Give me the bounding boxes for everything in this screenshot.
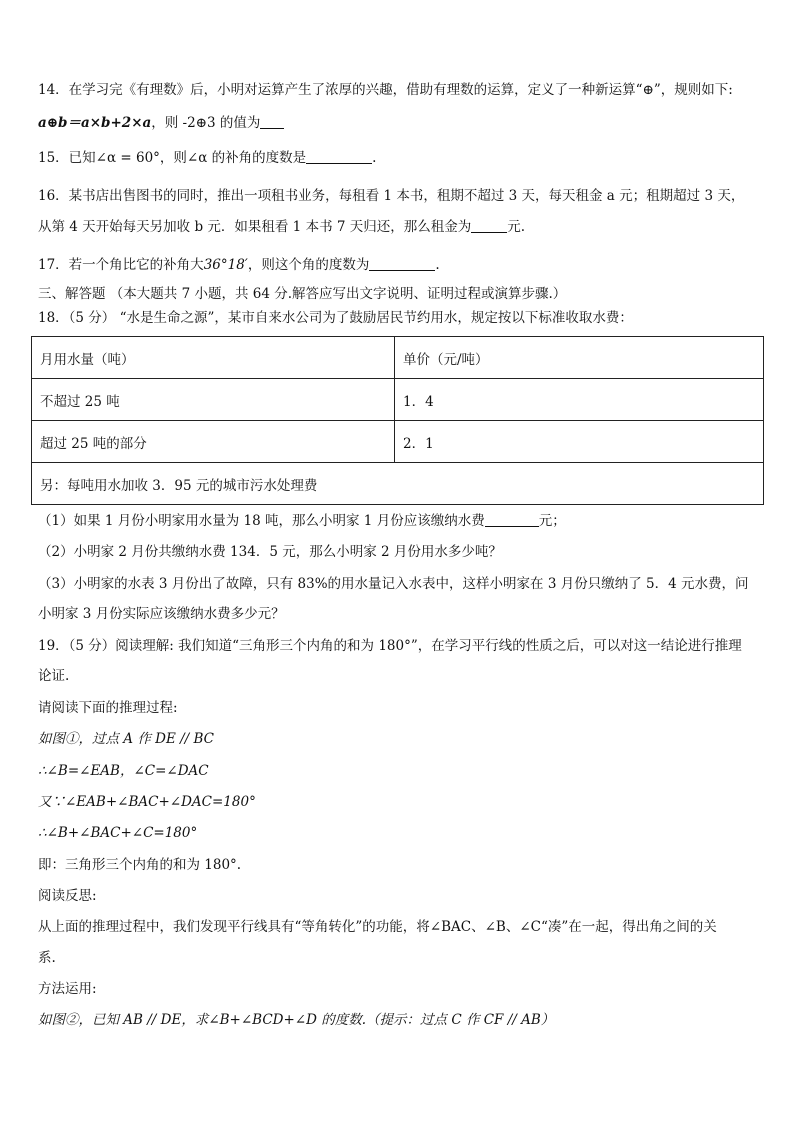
table-cell: 超过 25 吨的部分 (32, 421, 395, 463)
table-row (32, 421, 764, 463)
q19-step3: ∴∠B+∠BAC+∠C=180° (38, 825, 198, 841)
q18-part3-line2: 小明家 3 月份实际应该缴纳水费多少元？ (38, 606, 285, 622)
q19-reflect-line2: 系. (38, 950, 56, 966)
q19-line2: 论证. (38, 668, 70, 684)
table-row (32, 379, 764, 421)
q15-answer-blank[interactable] (306, 149, 372, 164)
q15-period: . (372, 150, 377, 166)
q14-answer-blank[interactable] (260, 114, 284, 129)
table-header-row (32, 337, 764, 379)
q14-line2 (38, 113, 764, 133)
q19-line1: 19．（5 分）阅读理解: 我们知道“三角形三个内角的和为 180°”，在学习平行线的性质之后，可以对这一结论进行推理 (38, 638, 742, 654)
q18-intro: 18．（5 分） “水是生命之源”，某市自来水公司为了鼓励居民节约用水，规定按以下标准收取水费： (38, 310, 633, 326)
q16-line2 (38, 217, 764, 237)
q19-method-text: 如图②，已知 AB // DE，求∠B+∠BCD+∠D 的度数.（提示：过点 C 作 CF // AB） (38, 1012, 555, 1028)
q17-line (38, 255, 764, 275)
q19-method-title: 方法运用: (38, 981, 97, 997)
table-footer-cell: 另：每吨用水加收 3．95 元的城市污水处理费 (32, 463, 764, 505)
q18-part1 (38, 511, 764, 531)
section3-heading: 三、解答题 （本大题共 7 小题，共 64 分.解答应写出文字说明、证明过程或演算步骤.） (38, 286, 567, 302)
table-header-cell: 月用水量（吨） (32, 337, 395, 379)
table-cell: 2．1 (395, 421, 764, 463)
q16-line1: 16．某书店出售图书的同时，推出一项租书业务，每租看 1 本书，租期不超过 3 天，每天租金 a 元；租期超过 3 天， (38, 188, 745, 204)
q17-question: ，则这个角的度数为 (247, 257, 370, 273)
table-header-cell: 单价（元/吨） (395, 337, 764, 379)
q18-part1-answer-blank[interactable] (485, 512, 539, 527)
q17-angle: 36°18′ (203, 257, 248, 273)
q18-part2: （2）小明家 2 月份共缴纳水费 134．5 元，那么小明家 2 月份用水多少吨？ (38, 544, 502, 560)
q16-unit: 元. (507, 219, 526, 235)
table-footer-row (32, 463, 764, 505)
q14-text: ，则 -2⊕3 的值为 (151, 115, 261, 131)
q18-part1-unit: 元； (538, 513, 566, 529)
q17-period: . (435, 257, 440, 273)
q14-line1: 14．在学习完《有理数》后，小明对运算产生了浓厚的兴趣，借助有理数的运算，定义了一种新运算“⊕”，规则如下: (38, 82, 733, 98)
q16-answer-blank[interactable] (471, 218, 507, 233)
table-cell: 不超过 25 吨 (32, 379, 395, 421)
q17-answer-blank[interactable] (369, 256, 435, 271)
q19-conclusion: 即：三角形三个内角的和为 180°. (38, 857, 242, 873)
q14-formula: a⊕b＝a×b+2×a (38, 115, 152, 131)
q19-step2: 又∵∠EAB+∠BAC+∠DAC=180° (38, 794, 256, 810)
table-cell: 1．4 (395, 379, 764, 421)
q19-reflect-line1: 从上面的推理过程中，我们发现平行线具有“等角转化”的功能，将∠BAC、∠B、∠C“凑”在一起，得出角之间的关 (38, 919, 717, 935)
q19-read-prompt: 请阅读下面的推理过程: (38, 700, 178, 716)
water-fee-table (31, 336, 764, 505)
q19-reflect-title: 阅读反思: (38, 888, 97, 904)
q16-text: 从第 4 天开始每天另加收 b 元．如果租看 1 本书 7 天归还，那么租金为 (38, 219, 472, 235)
q18-part1-text: （1）如果 1 月份小明家用水量为 18 吨，那么小明家 1 月份应该缴纳水费 (38, 513, 485, 529)
q15-line (38, 148, 764, 168)
q17-text: 17．若一个角比它的补角大 (38, 257, 204, 273)
q19-step1: ∴∠B=∠EAB，∠C=∠DAC (38, 763, 209, 779)
q19-figure1-step: 如图①，过点 A 作 DE // BC (38, 731, 214, 747)
q18-part3-line1: （3）小明家的水表 3 月份出了故障，只有 83%的用水量记入水表中，这样小明家在 3 月份只缴纳了 5．4 元水费，问 (38, 576, 749, 592)
q15-text: 15．已知∠α = 60°，则∠α 的补角的度数是 (38, 150, 307, 166)
